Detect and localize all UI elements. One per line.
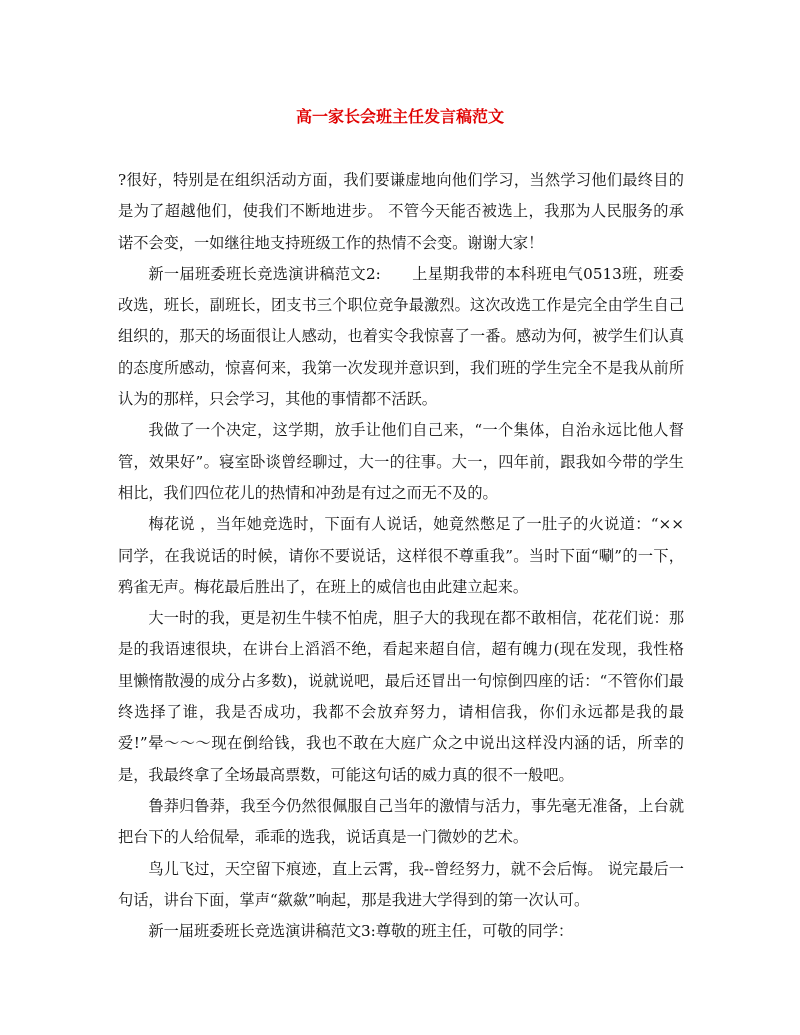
paragraph-birds: 鸟儿飞过，天空留下痕迹，直上云霄，我--曾经努力，就不会后悔。 说完最后一句话，讲台下面，掌声“歘歘”响起，那是我进大学得到的第一次认可。 — [118, 859, 684, 909]
document-title: 高一家长会班主任发言稿范文 — [295, 107, 504, 126]
paragraph-sample-2-intro: 新一届班委班长竞选演讲稿范文2: 上星期我带的本科班电气0513班，班委改选，班长，副班长，团支书三个职位竞争最激烈。这次改选工作是完全由学生自己组织的，那天的场面很让人感动，也着实令我惊喜了一番。感动为何，被学生们认真的态度所感动，惊喜何来，我第一次发现并意识到，我们班的学生完全不是我从前所认为的那样，只会学习，其他的事情都不活跃。 — [118, 264, 684, 409]
paragraph-decision: 我做了一个决定，这学期，放手让他们自己来，“一个集体，自治永远比他人督管，效果好”。寝室卧谈曾经聊过，大一的往事。大一，四年前，跟我如今带的学生相比，我们四位花儿的热情和冲劲是有过之而无不及的。 — [118, 421, 684, 502]
paragraph-plum-blossom: 梅花说 ，当年她竞选时，下面有人说话，她竟然憋足了一肚子的火说道：“××同学，在我说话的时候，请你不要说话，这样很不尊重我”。当时下面“唰”的一下，鸦雀无声。梅花最后胜出了，在班上的威信也由此建立起来。 — [118, 515, 684, 596]
paragraph-continuation: ?很好，特别是在组织活动方面，我们要谦虚地向他们学习，当然学习他们最终目的是为了超越他们，使我们不断地进步。 不管今天能否被选上，我那为人民服务的承诺不会变，一如继往地支持班级工作的热情不会变。谢谢大家！ — [118, 171, 684, 252]
paragraph-reckless: 鲁莽归鲁莽，我至今仍然很佩服自己当年的激情与活力，事先毫无准备，上台就把台下的人给侃晕，乖乖的选我，说话真是一门微妙的艺术。 — [118, 796, 684, 847]
document-body — [118, 165, 684, 947]
paragraph-sample-3-intro: 新一届班委班长竞选演讲稿范文3:尊敬的班主任，可敬的同学： — [148, 922, 574, 941]
paragraph-freshman-year: 大一时的我，更是初生牛犊不怕虎，胆子大的我现在都不敢相信，花花们说：那是的我语速很块，在讲台上滔滔不绝，看起来超自信，超有魄力(现在发现，我性格里懒惰散漫的成分占多数)，说就说吧，最后还冒出一句惊倒四座的话：“不管你们最终选择了谁，我是否成功，我都不会放弃努力，请相信我，你们永远都是我的最爱!”晕～～～现在倒给钱，我也不敢在大庭广众之中说出这样没内涵的话，所幸的是，我最终拿了全场最高票数，可能这句话的威力真的很不一般吧。 — [118, 609, 684, 784]
